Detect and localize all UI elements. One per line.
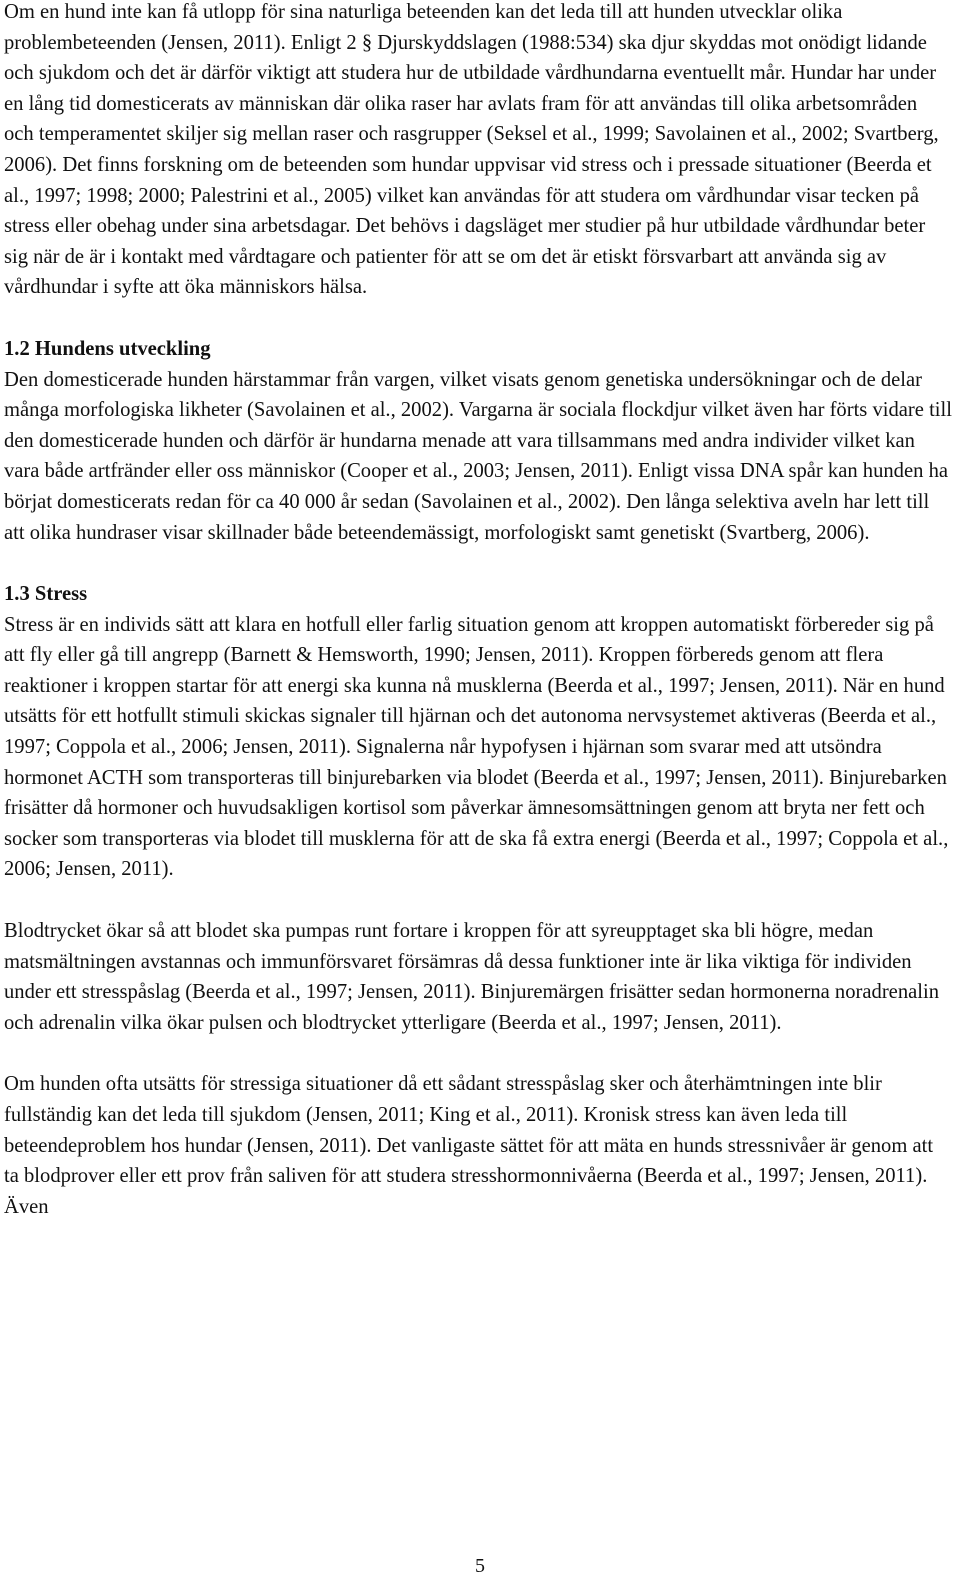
stress-paragraph-2: Blodtrycket ökar så att blodet ska pumpas runt fortare i kroppen för att syreupptaget ska bli högre, medan matsmältningen avstannas och immunförsvaret försämras då dessa funktioner inte är lika viktiga för individen under ett stresspåslag (Beerda et al., 1997; Jensen, 2011). Binjuremärgen frisätter sedan hormonerna noradrenalin och adrenalin vilka ökar pulsen och blodtrycket ytterligare (Beerda et al., 1997; Jensen, 2011). — [4, 920, 939, 1034]
stress-paragraph-3: Om hunden ofta utsätts för stressiga situationer då ett sådant stresspåslag sker och återhämtningen inte blir fullständig kan det leda till sjukdom (Jensen, 2011; King et al., 2011). Kronisk stress kan även leda till beteendeproblem hos hundar (Jensen, 2011). Det vanligaste sättet för att mäta en hunds stressnivåer är genom att ta blodprover eller ett prov från saliven för att studera stresshormonnivåerna (Beerda et al., 1997; Jensen, 2011). Även — [4, 1073, 934, 1218]
section-heading-hundens-utveckling: 1.2 Hundens utveckling — [4, 337, 211, 360]
document-page — [4, 0, 952, 1222]
section-body-stress: Stress är en individs sätt att klara en hotfull eller farlig situation genom att kroppen automatiskt förbereder sig på att fly eller gå till angrepp (Barnett & Hemsworth, 1990; Jensen, 2011). Kroppen förbereds genom att flera reaktioner i kroppen startar för att energi ska kunna nå musklerna (Beerda et al., 1997; Jensen, 2011). När en hund utsätts för ett hotfullt stimuli skickas signaler till hjärnan och det autonoma nervsystemet aktiveras (Beerda et al., 1997; Coppola et al., 2006; Jensen, 2011). Signalerna når hypofysen i hjärnan som svarar med att utsöndra hormonet ACTH som transporteras till binjurebarken via blodet (Beerda et al., 1997; Jensen, 2011). Binjurebarken frisätter då hormoner och huvudsakligen kortisol som påverkar ämnesomsättningen genom att bryta ner fett och socker som transporteras via blodet till musklerna för att de ska få extra energi (Beerda et al., 1997; Coppola et al., 2006; Jensen, 2011). — [4, 613, 949, 881]
page-number: 5 — [475, 1555, 485, 1577]
intro-paragraph: Om en hund inte kan få utlopp för sina naturliga beteenden kan det leda till att hunden utvecklar olika problembeteenden (Jensen, 2011). Enligt 2 § Djurskyddslagen (1988:534) ska djur skyddas mot onödigt lidande och sjukdom och det är därför viktigt att studera hur de utbildade vårdhundarna eventuellt mår. Hundar har under en lång tid domesticerats av människan där olika raser har avlats fram för att användas till olika arbetsområden och temperamentet skiljer sig mellan raser och rasgrupper (Seksel et al., 1999; Savolainen et al., 2002; Svartberg, 2006). Det finns forskning om de beteenden som hundar uppvisar vid stress och i pressade situationer (Beerda et al., 1997; 1998; 2000; Palestrini et al., 2005) vilket kan användas för att studera om vårdhundar visar tecken på stress eller obehag under sina arbetsdagar. Det behövs i dagsläget mer studier på hur utbildade vårdhundar beter sig när de är i kontakt med vårdtagare och patienter för att se om det är etiskt försvarbart att använda sig av vårdhundar i syfte att öka människors hälsa. — [4, 1, 939, 299]
section-body-hundens-utveckling: Den domesticerade hunden härstammar från vargen, vilket visats genom genetiska undersökningar och de delar många morfologiska likheter (Savolainen et al., 2002). Vargarna är sociala flockdjur vilket även har förts vidare till den domesticerade hunden och därför är hundarna menade att vara tillsammans med andra individer vilket kan vara både artfränder eller oss människor (Cooper et al., 2003; Jensen, 2011). Enligt vissa DNA spår kan hunden ha börjat domesticerats redan för ca 40 000 år sedan (Savolainen et al., 2002). Den långa selektiva aveln har lett till att olika hundraser visar skillnader både beteendemässigt, morfologiskt samt genetiskt (Svartberg, 2006). — [4, 368, 952, 544]
section-heading-stress: 1.3 Stress — [4, 583, 88, 606]
